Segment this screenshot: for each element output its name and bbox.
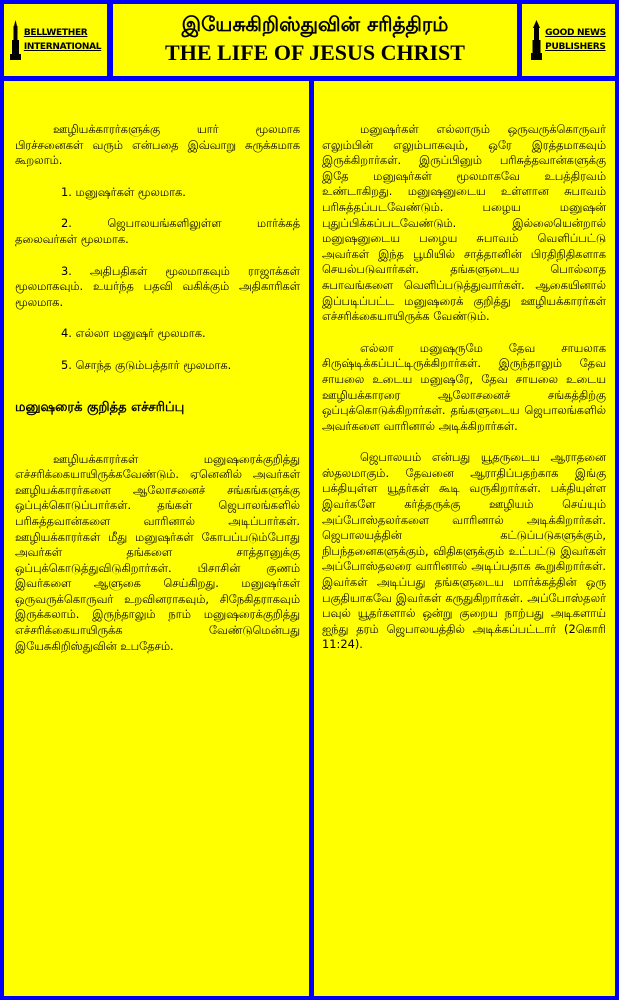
intro-paragraph: ஊழியக்காரர்களுக்கு யார் மூலமாக பிரச்சனைகள் வரும் என்பதை இவ்வாறு சுருக்கமாக கூறலாம். [15,122,300,168]
section-heading: மனுஷரைக் குறித்த எச்சரிப்பு [15,399,185,415]
logo-left-line2: INTERNATIONAL [23,42,102,52]
publisher-logo-left [4,4,107,76]
list-item: 5. சொந்த குடும்பத்தார் மூலமாக. [61,357,232,372]
logo-left-line1: BELLWETHER [23,28,88,38]
body-paragraph: எல்லா மனுஷருமே தேவ சாயலாக சிருஷ்டிக்கப்பட்டிருக்கிறார்கள். இருந்தாலும் தேவ சாயலை உடைய மனுஷரே, தேவ சாயலை உடைய ஊழியக்காரரை ஆலோசனைச் சங்கத்திற்கு ஒப்புக்கொடுக்கிறார்கள். தங்களுடைய ஜெபாலங்களில் அவர்களை வாரினால் அடிக்கிறார்கள். [322,340,606,433]
title-tamil: இயேசுகிறிஸ்துவின் சரித்திரம் [181,12,449,36]
tower-icon [10,20,21,60]
right-text-column [314,81,615,996]
body-paragraph: ஜெபாலயம் என்பது யூதருடைய ஆராதனை ஸ்தலமாகும். தேவனை ஆராதிப்பதற்காக இங்கு பக்தியுள்ள யூதர்கள் கூடி வருகிறார்கள். பக்தியுள்ள இவர்களே கர்த்தருக்கு ஊழியம் செய்யும் அப்போஸ்தலர்களை வாரினால் அடிக்கிறார்கள். ஜெபாலயத்தின் கட்டுப்படுகளுக்கும், நிபந்தனைகளுக்கும், விதிகளுக்கும் உட்பட்டு இவர்கள் அப்போஸ்தலரை வாரினால் அடிப்பதாக கூறுகிறார்கள். இவர்கள் அடிப்பது தங்களுடைய மார்க்கத்தின் ஒரு பகுதியாகவே இவர்கள் கருதுகிறார்கள். அப்போஸ்தலர் பவுல் யூதர்களால் ஒன்று குறைய நாற்பது அடிகளாய் ஐந்து தரம் ஜெபாலயத்தில் அடிக்கப்பட்டார் (2கொரி 11:24). [322,450,606,652]
list-item: 2. ஜெபாலயங்களிலுள்ள மார்க்கத் தலைவர்கள் மூலமாக. [15,216,300,246]
body-paragraph: ஊழியக்காரர்கள் மனுஷரைக்குறித்து எச்சரிக்கையாயிருக்கவேண்டும். ஏனெனில் அவர்கள் ஊழியக்காரர்களை ஆலோசனைச் சங்கங்களுக்கு ஒப்புக்கொடுப்பார்கள். தங்கள் ஜெபாலங்களில் பரிசுத்தவான்களை வாரினால் அடிப்பார்கள். ஊழியக்காரர்கள் மீது மனுஷர்கள் கோபப்படும்போது அவர்கள் தங்களை சாத்தானுக்கு ஒப்புக்கொடுத்துவிடுகிறார்கள். பிசாசின் குணம் இவர்களை ஆளுகை செய்கிறது. மனுஷர்கள் ஒருவருக்கொருவர் உறவினராகவும், சிநேகிதராகவும் இருக்கலாம். இருந்தாலும் நாம் மனுஷரைக்குறித்து எச்சரிக்கையாயிருக்க வேண்டுமென்பது இயேசுகிறிஸ்துவின் உபதேசம். [15,451,300,653]
title-english: THE LIFE OF JESUS CHRIST [165,40,465,65]
page-header-title [113,4,517,76]
list-item: 1. மனுஷர்கள் மூலமாக. [61,184,186,199]
list-item: 3. அதிபதிகள் மூலமாகவும் ராஜாக்கள் மூலமாகவும். உயர்ந்த பதவி வகிக்கும் அதிகாரிகள் மூலமாக. [15,263,300,309]
left-text-column [4,81,309,996]
logo-right-line1: GOOD NEWS [545,28,606,38]
publisher-logo-right [522,4,615,76]
bell-tower-icon [531,20,542,60]
body-paragraph: மனுஷர்கள் எல்லாரும் ஒருவருக்கொருவர் எலும்பின் எலும்பாகவும், ஒரே இரத்தமாகவும் இருக்கிறார்கள். இருப்பினும் பரிசுத்தவான்களுக்கு இதே மனுஷர்கள் மூலமாகவே உபத்திரவம் உண்டாகிறது. மனுஷனுடைய உள்ளான சுபாவம் பரிசுத்தப்படவேண்டும். பழைய மனுஷன் புதுப்பிக்கப்படவேண்டும். இல்லையென்றால் மனுஷனுடைய பழைய சுபாவம் வெளிப்பட்டு அவர்கள் இந்த பூமியில் சாத்தானின் பிரதிநிதிகளாக செயல்படுவார்கள். தங்களுடைய பொல்லாத சுபாவங்களை வெளிப்படுத்துவார்கள். ஆகையினால் இப்படிப்பட்ட மனுஷரைக் குறித்து ஊழியக்காரர்கள் எச்சரிக்கையாயிருக்க வேண்டும். [322,122,606,324]
logo-right-line2: PUBLISHERS [545,42,606,52]
list-item: 4. எல்லா மனுஷர் மூலமாக. [61,326,206,341]
